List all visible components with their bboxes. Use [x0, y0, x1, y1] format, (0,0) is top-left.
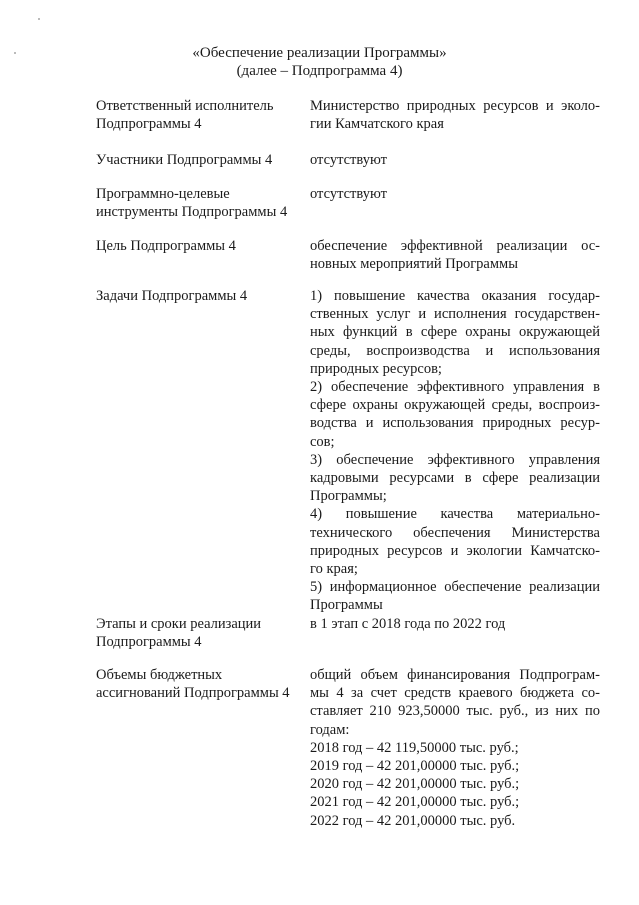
row-label: Этапы и сроки реализации Подпрограммы 4 — [96, 616, 262, 651]
row-label: Ответственный исполнитель Подпрограммы 4 — [96, 98, 274, 133]
title-line-1: «Обеспечение реализации Программы» — [192, 45, 447, 61]
row-label: Объемы бюджетных ассигнований Подпрограммы 4 — [96, 667, 290, 702]
row-value: отсутствуют — [310, 186, 387, 202]
scan-dot — [38, 18, 40, 20]
row-value: Министерство природных ресурсов и эколо- гии Камчатского края — [310, 98, 600, 133]
title-line-2: (далее – Подпрограмма 4) — [236, 63, 403, 79]
row-label: Программно-целевые инструменты Подпрограммы 4 — [96, 186, 288, 221]
row-label: Задачи Подпрограммы 4 — [96, 288, 248, 304]
row-value: в 1 этап с 2018 года по 2022 год — [310, 616, 506, 632]
row-value: отсутствуют — [310, 152, 387, 168]
row-label: Цель Подпрограммы 4 — [96, 238, 236, 254]
row-value: 1) повышение качества оказания государ- ственных услуг и исполнения государствен- ных функций в сфере охраны окружающей среды, воспроизводства и использования природных ресурсов; 2) обеспечение эффективного управления в сфере охраны окружающей среды, воспроиз- водства и использования природных ресур- сов; 3) обеспечение эффективного управления кадровыми ресурсами в сфере реализации Программы; 4) повышение качества материально- технического обеспечения Министерства природных ресурсов и экологии Камчатско- го края; 5) информационное обеспечение реализации Программы — [310, 288, 600, 614]
document-title — [0, 44, 639, 80]
row-value: общий объем финансирования Подпрограм- мы 4 за счет средств краевого бюджета со- ставляет 210 923,50000 тыс. руб., из них по годам: 2018 год – 42 119,50000 тыс. руб.; 2019 год – 42 201,00000 тыс. руб.; 2020 год – 42 201,00000 тыс. руб.; 2021 год – 42 201,00000 тыс. руб.; 2022 год – 42 201,00000 тыс. руб. — [310, 667, 600, 829]
row-label: Участники Подпрограммы 4 — [96, 152, 273, 168]
row-value: обеспечение эффективной реализации ос- новных мероприятий Программы — [310, 238, 600, 273]
